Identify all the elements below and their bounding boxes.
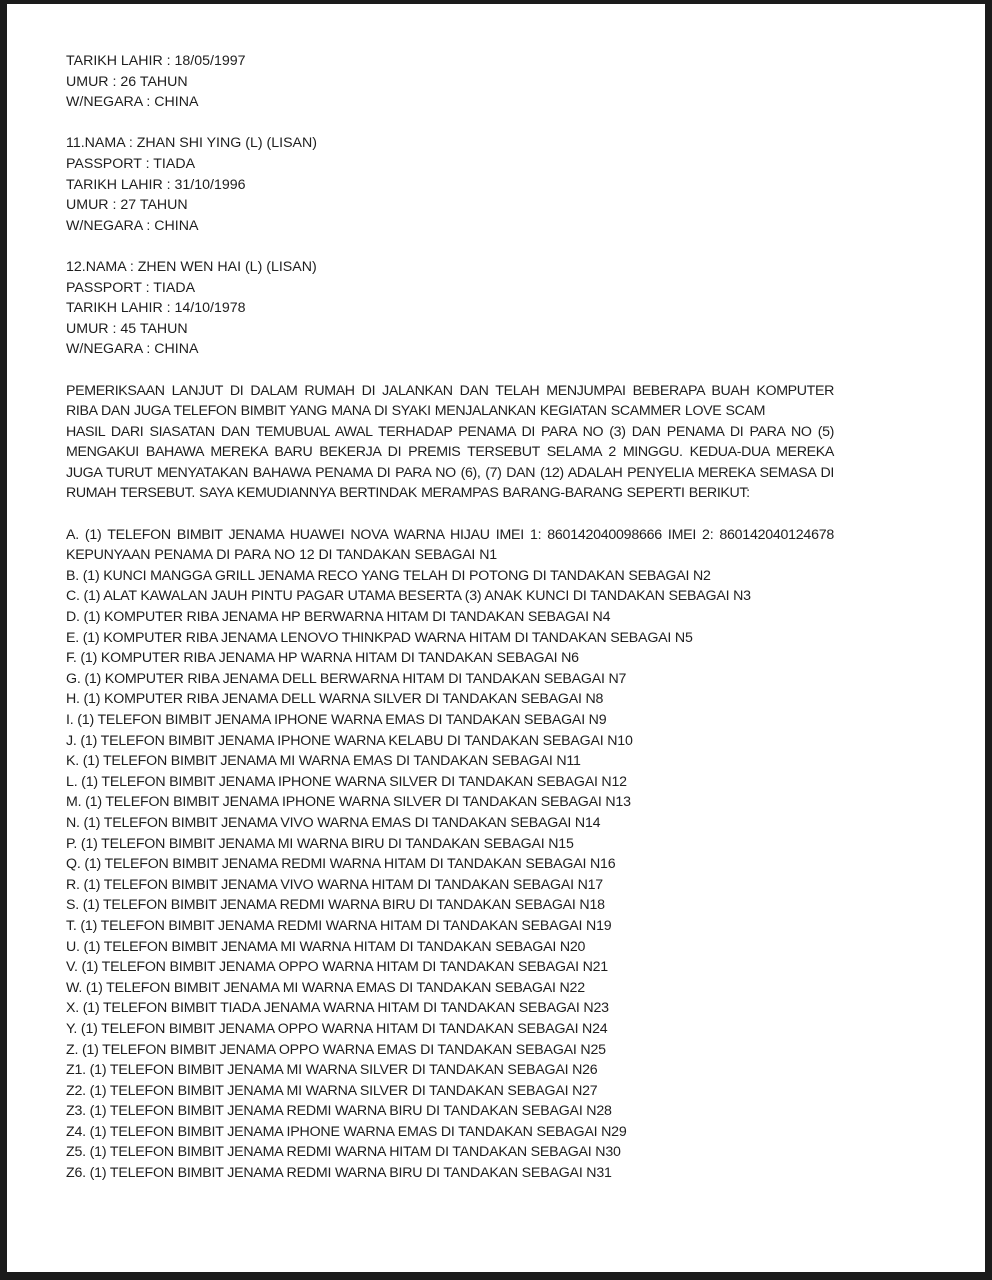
seized-item: X. (1) TELEFON BIMBIT TIADA JENAMA WARNA HITAM DI TANDAKAN SEBAGAI N23 xyxy=(66,1000,609,1017)
seized-item: J. (1) TELEFON BIMBIT JENAMA IPHONE WARNA KELABU DI TANDAKAN SEBAGAI N10 xyxy=(66,732,633,749)
seized-item: G. (1) KOMPUTER RIBA JENAMA DELL BERWARNA HITAM DI TANDAKAN SEBAGAI N7 xyxy=(66,670,627,687)
seized-item: M. (1) TELEFON BIMBIT JENAMA IPHONE WARNA SILVER DI TANDAKAN SEBAGAI N13 xyxy=(66,794,631,811)
seized-item: F. (1) KOMPUTER RIBA JENAMA HP WARNA HITAM DI TANDAKAN SEBAGAI N6 xyxy=(66,650,579,667)
seized-item: Z1. (1) TELEFON BIMBIT JENAMA MI WARNA SILVER DI TANDAKAN SEBAGAI N26 xyxy=(66,1062,598,1079)
paragraph-inspection: PEMERIKSAAN LANJUT DI DALAM RUMAH DI JALANKAN DAN TELAH MENJUMPAI BEBERAPA BUAH KOMPUTER RIBA DAN JUGA TELEFON BIMBIT YANG MANA DI SYAKI MENJALANKAN KEGIATAN SCAMMER LOVE SCAM xyxy=(66,382,834,420)
person-12-passport: PASSPORT : TIADA xyxy=(66,279,196,296)
seized-item: U. (1) TELEFON BIMBIT JENAMA MI WARNA HITAM DI TANDAKAN SEBAGAI N20 xyxy=(66,938,586,955)
person-12-dob: TARIKH LAHIR : 14/10/1978 xyxy=(66,300,246,317)
person-11-name: 11.NAMA : ZHAN SHI YING (L) (LISAN) xyxy=(66,135,317,152)
person-12-nationality: W/NEGARA : CHINA xyxy=(66,341,199,358)
seized-item: I. (1) TELEFON BIMBIT JENAMA IPHONE WARNA EMAS DI TANDAKAN SEBAGAI N9 xyxy=(66,712,607,728)
seized-item: B. (1) KUNCI MANGGA GRILL JENAMA RECO YANG TELAH DI POTONG DI TANDAKAN SEBAGAI N2 xyxy=(66,567,711,584)
person-10-nationality: W/NEGARA : CHINA xyxy=(66,94,199,111)
seized-item: N. (1) TELEFON BIMBIT JENAMA VIVO WARNA EMAS DI TANDAKAN SEBAGAI N14 xyxy=(66,814,601,831)
seized-item: H. (1) KOMPUTER RIBA JENAMA DELL WARNA SILVER DI TANDAKAN SEBAGAI N8 xyxy=(66,691,604,708)
seized-item: C. (1) ALAT KAWALAN JAUH PINTU PAGAR UTAMA BESERTA (3) ANAK KUNCI DI TANDAKAN SEBAGAI N3 xyxy=(66,588,751,605)
seized-item: V. (1) TELEFON BIMBIT JENAMA OPPO WARNA HITAM DI TANDAKAN SEBAGAI N21 xyxy=(66,959,609,976)
seized-item: Z6. (1) TELEFON BIMBIT JENAMA REDMI WARNA BIRU DI TANDAKAN SEBAGAI N31 xyxy=(66,1165,612,1182)
person-12-age: UMUR : 45 TAHUN xyxy=(66,320,188,337)
seized-item: K. (1) TELEFON BIMBIT JENAMA MI WARNA EMAS DI TANDAKAN SEBAGAI N11 xyxy=(66,753,581,770)
seized-item: Y. (1) TELEFON BIMBIT JENAMA OPPO WARNA HITAM DI TANDAKAN SEBAGAI N24 xyxy=(66,1020,608,1037)
spacer xyxy=(66,360,834,381)
seized-item: A. (1) TELEFON BIMBIT JENAMA HUAWEI NOVA WARNA HIJAU IMEI 1: 860142040098666 IMEI 2: 860142040124678 KEPUNYAAN PENAMA DI PARA NO 12 DI TANDAKAN SEBAGAI N1 xyxy=(66,526,834,564)
spacer xyxy=(66,504,834,525)
seized-item: L. (1) TELEFON BIMBIT JENAMA IPHONE WARNA SILVER DI TANDAKAN SEBAGAI N12 xyxy=(66,773,627,790)
seized-item: W. (1) TELEFON BIMBIT JENAMA MI WARNA EMAS DI TANDAKAN SEBAGAI N22 xyxy=(66,979,585,996)
seized-item: D. (1) KOMPUTER RIBA JENAMA HP BERWARNA HITAM DI TANDAKAN SEBAGAI N4 xyxy=(66,609,611,626)
person-11-details xyxy=(66,133,834,236)
paragraph-investigation: HASIL DARI SIASATAN DAN TEMUBUAL AWAL TERHADAP PENAMA DI PARA NO (3) DAN PENAMA DI PARA NO (5) MENGAKUI BAHAWA MEREKA BARU BEKERJA DI PREMIS TERSEBUT SELAMA 2 MINGGU. KEDUA-DUA MEREKA JUGA TURUT MENYATAKAN BAHAWA PENAMA DI PARA NO (6), (7) DAN (12) ADALAH PENYELIA MEREKA SEMASA DI RUMAH TERSEBUT. SAYA KEMUDIANNYA BERTINDAK MERAMPAS BARANG-BARANG SEPERTI BERIKUT: xyxy=(66,423,834,502)
seized-item: Q. (1) TELEFON BIMBIT JENAMA REDMI WARNA HITAM DI TANDAKAN SEBAGAI N16 xyxy=(66,856,616,873)
seized-item: E. (1) KOMPUTER RIBA JENAMA LENOVO THINKPAD WARNA HITAM DI TANDAKAN SEBAGAI N5 xyxy=(66,629,693,646)
person-11-dob: TARIKH LAHIR : 31/10/1996 xyxy=(66,176,246,193)
seized-item: T. (1) TELEFON BIMBIT JENAMA REDMI WARNA HITAM DI TANDAKAN SEBAGAI N19 xyxy=(66,917,612,934)
person-10-age: UMUR : 26 TAHUN xyxy=(66,73,188,90)
person-12-name: 12.NAMA : ZHEN WEN HAI (L) (LISAN) xyxy=(66,258,317,275)
seized-item: R. (1) TELEFON BIMBIT JENAMA VIVO WARNA HITAM DI TANDAKAN SEBAGAI N17 xyxy=(66,876,603,893)
document-page xyxy=(7,4,985,1272)
person-10-details xyxy=(66,51,834,113)
seized-item: Z4. (1) TELEFON BIMBIT JENAMA IPHONE WARNA EMAS DI TANDAKAN SEBAGAI N29 xyxy=(66,1123,627,1140)
person-11-nationality: W/NEGARA : CHINA xyxy=(66,217,199,234)
person-12-details xyxy=(66,257,834,360)
person-10-dob: TARIKH LAHIR : 18/05/1997 xyxy=(66,53,246,69)
document-body xyxy=(66,51,834,1184)
seized-items-list xyxy=(66,525,834,1184)
person-11-age: UMUR : 27 TAHUN xyxy=(66,197,188,214)
seized-item: Z2. (1) TELEFON BIMBIT JENAMA MI WARNA SILVER DI TANDAKAN SEBAGAI N27 xyxy=(66,1082,598,1099)
seized-item: Z. (1) TELEFON BIMBIT JENAMA OPPO WARNA EMAS DI TANDAKAN SEBAGAI N25 xyxy=(66,1041,606,1058)
person-11-passport: PASSPORT : TIADA xyxy=(66,155,196,172)
seized-item: P. (1) TELEFON BIMBIT JENAMA MI WARNA BIRU DI TANDAKAN SEBAGAI N15 xyxy=(66,835,574,852)
spacer xyxy=(66,236,834,257)
seized-item: S. (1) TELEFON BIMBIT JENAMA REDMI WARNA BIRU DI TANDAKAN SEBAGAI N18 xyxy=(66,897,605,914)
seized-item: Z5. (1) TELEFON BIMBIT JENAMA REDMI WARNA HITAM DI TANDAKAN SEBAGAI N30 xyxy=(66,1144,621,1161)
spacer xyxy=(66,113,834,134)
seized-item: Z3. (1) TELEFON BIMBIT JENAMA REDMI WARNA BIRU DI TANDAKAN SEBAGAI N28 xyxy=(66,1103,612,1120)
